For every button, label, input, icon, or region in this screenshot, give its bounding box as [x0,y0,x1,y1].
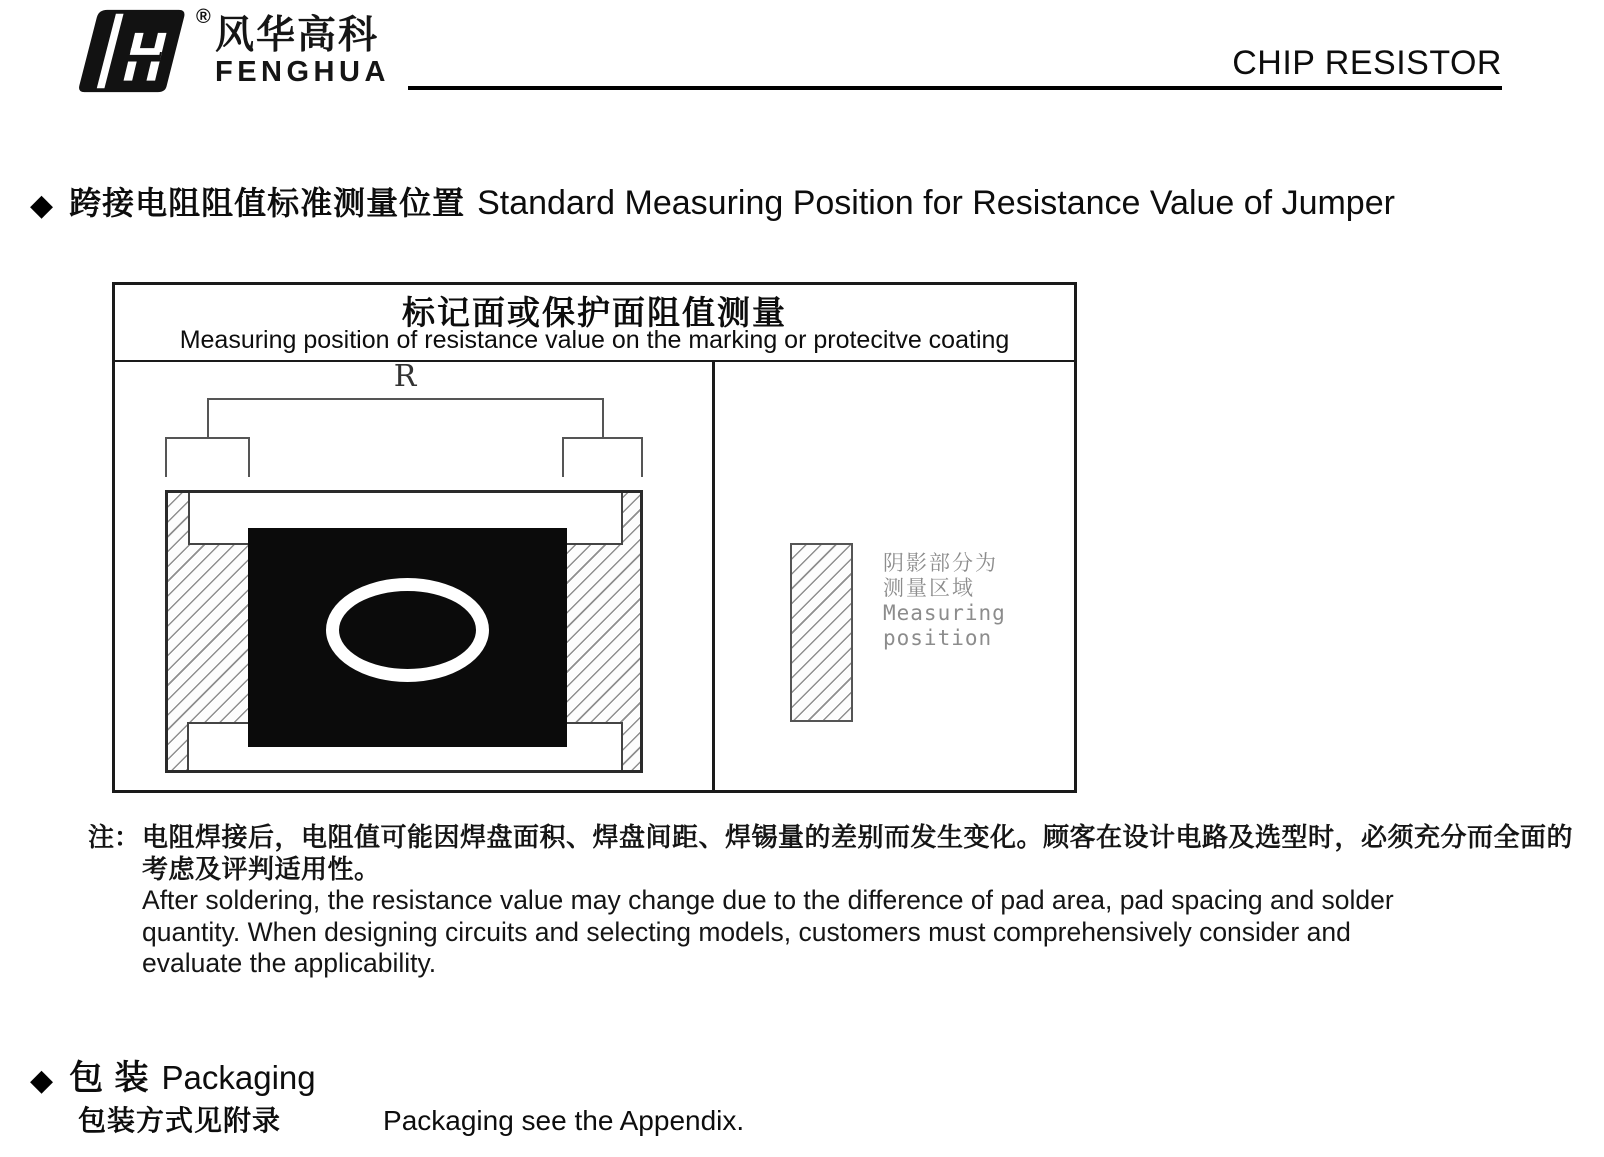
note-line: 电阻焊接后，电阻值可能因焊盘面积、焊盘间距、焊锡量的差别而发生变化。顾客在设计电路及选型时，必须充分而全面的 [142,822,1574,852]
packaging-body-english: Packaging see the Appendix. [383,1105,745,1136]
figure-subtitle-english: Measuring position of resistance value on the marking or protecitve coating [179,326,1010,354]
page-header [0,0,1604,100]
legend-line-en-2: position [883,626,993,650]
logo-wordmark [215,16,390,87]
diamond-bullet-icon: ◆ [30,189,54,222]
packaging-body-chinese: 包装方式见附录 [78,1105,282,1136]
note-line: quantity. When designing circuits and selecting models, customers must comprehensively consider and [142,916,1351,947]
measuring-position-figure [112,282,1077,793]
note-line: After soldering, the resistance value may change due to the difference of pad area, pad spacing and solder [142,885,1394,915]
note-line: 考虑及评判适用性。 [142,853,381,884]
resistance-dimension-label: R [393,359,417,394]
probe-right [562,437,643,477]
note-block [88,822,1574,980]
measuring-area-legend [883,551,1053,651]
chip-body-cross-section [165,490,643,773]
diamond-bullet-icon: ◆ [30,1064,54,1097]
packaging-title-chinese: 包 装 [69,1059,150,1097]
logo-text-chinese: 风华高科 [215,14,380,57]
legend-line-zh-2: 测量区域 [883,576,975,600]
measuring-area-swatch [790,543,853,722]
header-divider [408,86,1502,90]
probe-left [165,437,250,477]
registered-trademark-symbol: ® [196,6,211,28]
note-label: 注： [88,822,141,852]
marking-coating-area [248,528,567,747]
section-title-chinese: 跨接电阻阻值标准测量位置 [69,185,466,221]
figure-title-separator [115,360,1074,362]
note-line: evaluate the applicability. [142,948,437,978]
packaging-body [78,1099,744,1139]
legend-line-zh-1: 阴影部分为 [883,551,998,575]
dimension-bracket [207,398,604,437]
packaging-title-english: Packaging [161,1059,316,1096]
figure-panel-divider [712,360,715,790]
legend-line-en-1: Measuring [883,601,1006,625]
section-heading-packaging [30,1050,316,1099]
document-title: CHIP RESISTOR [1232,44,1502,82]
marking-ellipse [326,578,489,682]
fenghua-logo-icon [76,8,194,94]
note-body [142,822,1573,980]
section-heading-measuring [30,178,1395,224]
figure-title-chinese: 标记面或保护面阻值测量 [402,294,787,331]
logo-text-english: FENGHUA [215,56,390,88]
section-title-english: Standard Measuring Position for Resistance Value of Jumper [477,184,1395,222]
